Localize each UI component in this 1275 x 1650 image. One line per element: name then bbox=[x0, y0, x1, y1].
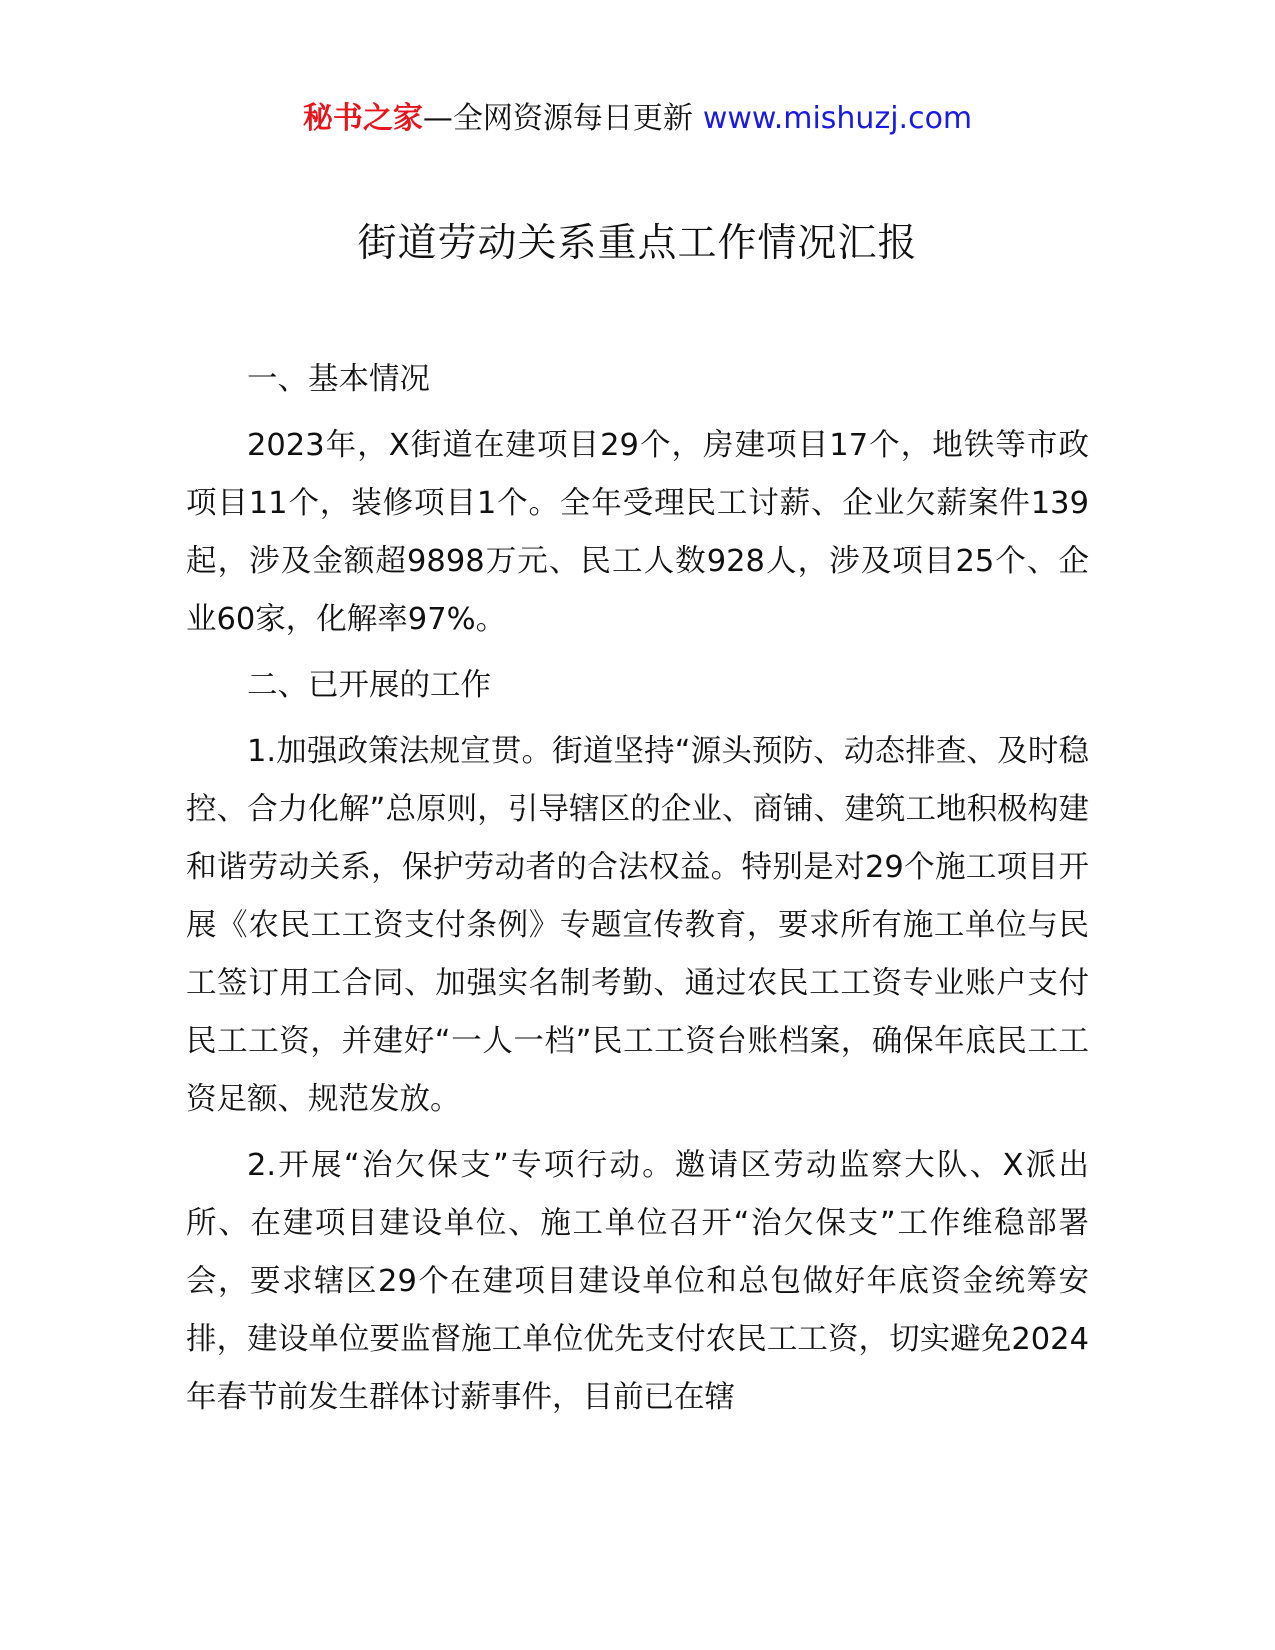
section-heading-work: 二、已开展的工作 bbox=[247, 668, 491, 703]
brand-name: 秘书之家 bbox=[302, 101, 423, 136]
site-url-link[interactable]: www.mishuzj.com bbox=[702, 101, 973, 136]
paragraph-policy-publicity: 1.加强政策法规宣贯。街道坚持“源头预防、动态排查、及时稳控、合力化解”总原则，引导辖区的企业、商铺、建筑工地积极构建和谐劳动关系，保护劳动者的合法权益。特别是对29个施工项目开展《农民工工资支付条例》专题宣传教育，要求所有施工单位与民工签订用工合同、加强实名制考勤、通过农民工工资专业账户支付民工工资，并建好“一人一档”民工工资台账档案，确保年底民工工资足额、规范发放。 bbox=[186, 734, 1089, 1117]
paragraph-special-action: 2.开展“治欠保支”专项行动。邀请区劳动监察大队、X派出所、在建项目建设单位、施工单位召开“治欠保支”工作维稳部署会，要求辖区29个在建项目建设单位和总包做好年底资金统筹安排，建设单位要监督施工单位优先支付农民工工资，切实避免2024年春节前发生群体讨薪事件，目前已在辖 bbox=[186, 1148, 1089, 1415]
header-slogan: —全网资源每日更新 bbox=[422, 101, 693, 136]
section-heading-basic: 一、基本情况 bbox=[247, 362, 430, 397]
document-title: 街道劳动关系重点工作情况汇报 bbox=[357, 221, 918, 266]
paragraph-basic-situation: 2023年，X街道在建项目29个，房建项目17个，地铁等市政项目11个，装修项目1个。全年受理民工讨薪、企业欠薪案件139起，涉及金额超9898万元、民工人数928人，涉及项目25个、企业60家，化解率97%。 bbox=[186, 428, 1089, 637]
document-body bbox=[186, 351, 1089, 1435]
site-header bbox=[0, 97, 1275, 141]
